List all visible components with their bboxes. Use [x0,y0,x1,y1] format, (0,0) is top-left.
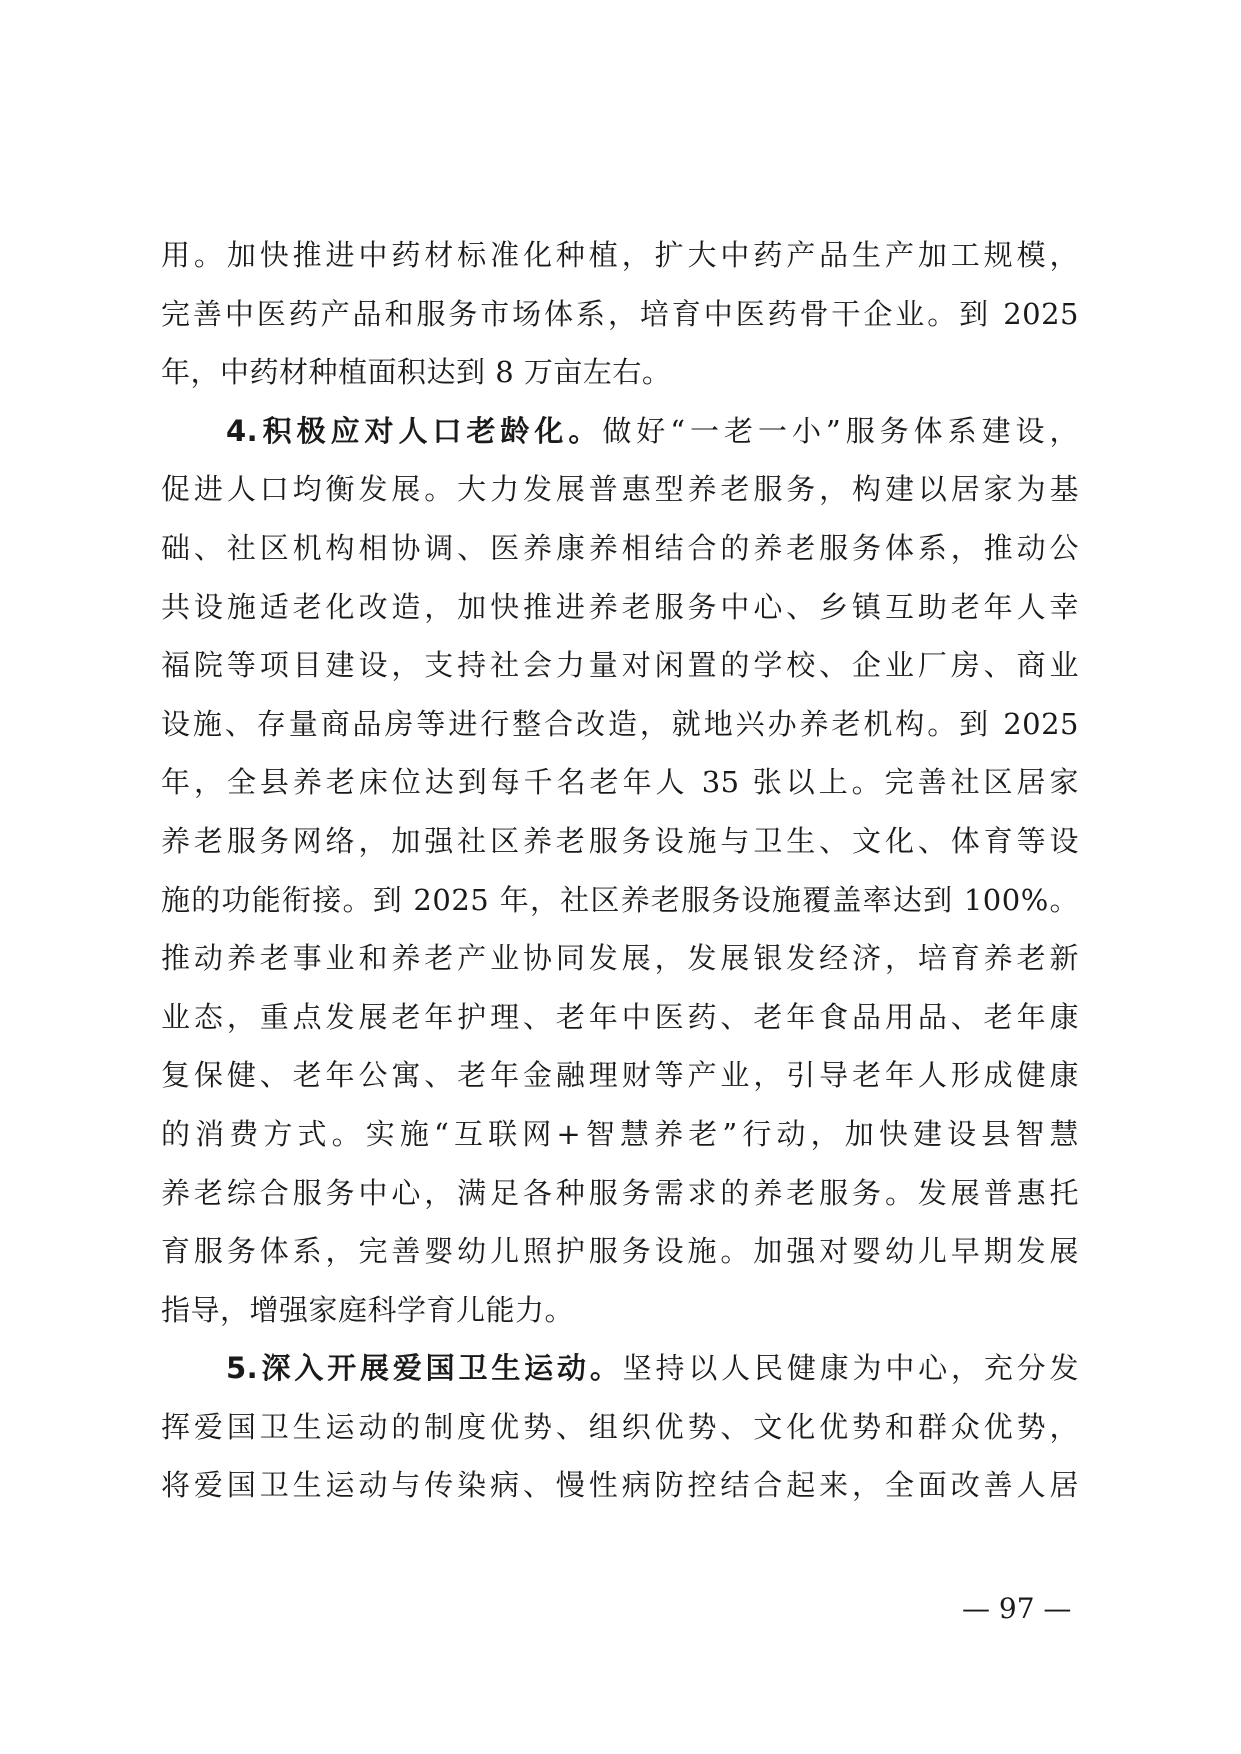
text-line: 共设施适老化改造，加快推进养老服务中心、乡镇互助老年人幸 [161,589,1079,624]
text-line: 用。加快推进中药材标准化种植，扩大中药产品生产加工规模， [161,238,1079,272]
text-line: 年，全县养老床位达到每千名老年人 35 张以上。完善社区居家 [161,765,1079,800]
text-line: 推动养老事业和养老产业协同发展，发展银发经济，培育养老新 [161,941,1079,976]
text-line: 础、社区机构相协调、医养康养相结合的养老服务体系，推动公 [161,530,1079,565]
text-line: 挥爱国卫生运动的制度优势、组织优势、文化优势和群众优势， [161,1409,1079,1444]
text-line: 完善中医药产品和服务市场体系，培育中医药骨干企业。到 2025 [161,296,1079,331]
text-line: 坚持以人民健康为中心，充分发 [622,1351,1079,1386]
body-text [161,226,1079,1515]
text-line: 育服务体系，完善婴幼儿照护服务设施。加强对婴幼儿早期发展 [161,1234,1079,1269]
text-line: 复保健、老年公寓、老年金融理财等产业，引导老年人形成健康 [161,1058,1079,1093]
text-line: 促进人口均衡发展。大力发展普惠型养老服务，构建以居家为基 [161,472,1079,507]
section-heading-aging: 4.积极应对人口老龄化。 [226,413,603,448]
text-line: 养老服务网络，加强社区养老服务设施与卫生、文化、体育等设 [161,823,1079,858]
text-line: 的消费方式。实施“互联网+智慧养老”行动，加快建设县智慧 [161,1116,1079,1151]
text-line: 福院等项目建设，支持社会力量对闲置的学校、企业厂房、商业 [161,648,1079,683]
text-line: 施的功能衔接。到 2025 年，社区养老服务设施覆盖率达到 100%。 [161,882,1079,917]
text-line: 指导，增强家庭科学育儿能力。 [161,1292,575,1327]
page-number: — 97 — [962,1592,1072,1625]
section-5-first-line [161,1339,1079,1398]
text-line: 将爱国卫生运动与传染病、慢性病防控结合起来，全面改善人居 [161,1468,1079,1503]
section-heading-patriotic-health: 5.深入开展爱国卫生运动。 [226,1351,623,1386]
text-line: 养老综合服务中心，满足各种服务需求的养老服务。发展普惠托 [161,1175,1079,1210]
text-line: 业态，重点发展老年护理、老年中医药、老年食品用品、老年康 [161,999,1079,1034]
text-line: 年，中药材种植面积达到 8 万亩左右。 [161,355,672,390]
section-4-first-line [161,402,1079,461]
text-line: 设施、存量商品房等进行整合改造，就地兴办养老机构。到 2025 [161,706,1079,741]
text-line: 做好“一老一小”服务体系建设， [602,413,1079,448]
